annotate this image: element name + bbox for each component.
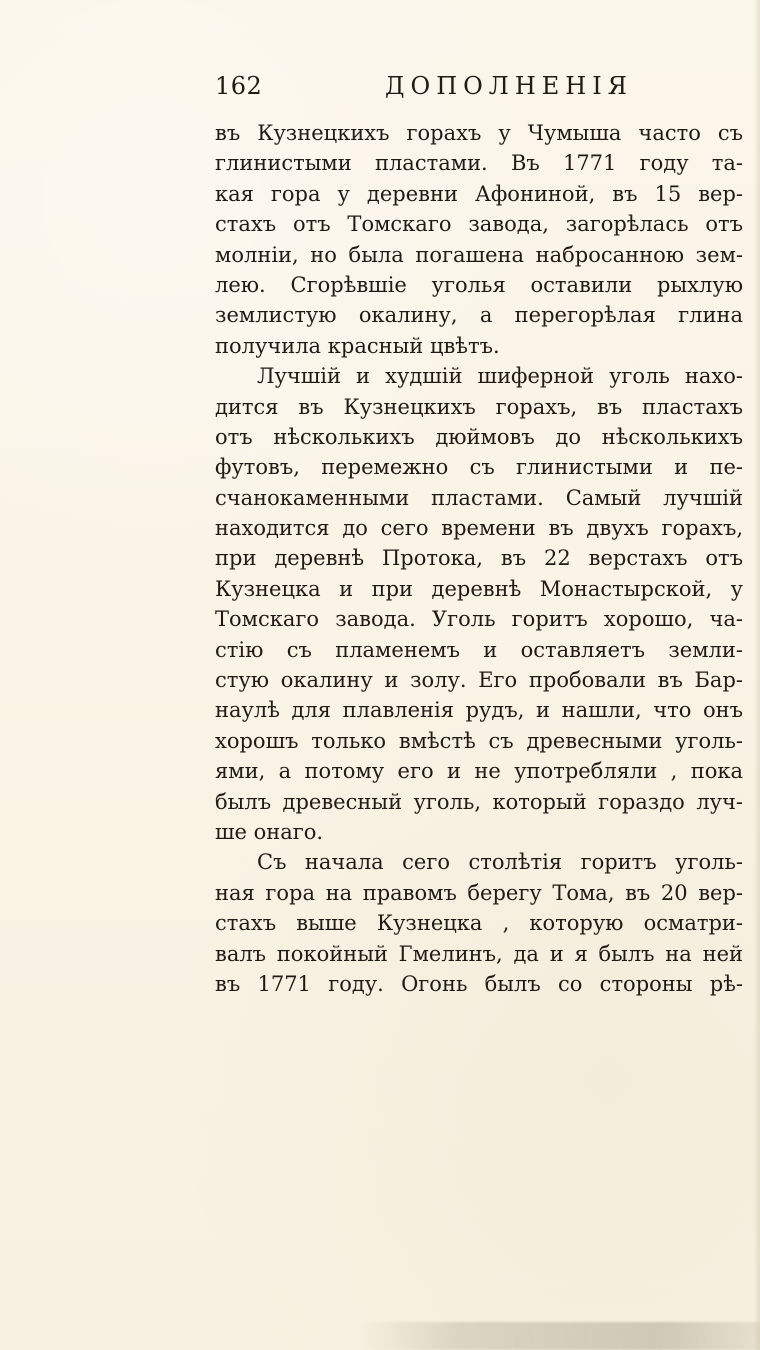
- text-line: отъ нѣсколькихъ дюймовъ до нѣсколькихъ: [215, 424, 743, 449]
- text-line: Съ начала сего столѣтія горитъ уголь-: [257, 850, 743, 875]
- text-line: ная гора на правомъ берегу Тома, въ 20 вер-: [215, 880, 743, 905]
- text-line: въ Кузнецкихъ горахъ у Чумыша часто съ: [215, 121, 743, 145]
- text-line: счанокаменными пластами. Самый лучшій: [215, 485, 743, 510]
- page-edge: [754, 0, 760, 1350]
- paragraph-3: [215, 847, 743, 999]
- text-line: землистую окалину, а перегорѣлая глина: [215, 303, 743, 328]
- text-line: кая гора у деревни Афониной, въ 15 вер-: [215, 181, 743, 206]
- text-line: стахъ выше Кузнецка , которую осматри-: [215, 911, 743, 936]
- text-line: при деревнѣ Протока, въ 22 верстахъ отъ: [215, 546, 743, 571]
- text-line: стую окалину и золу. Его пробовали въ Бар-: [215, 668, 743, 693]
- text-line: Лучшій и худшій шиферной уголь нахо-: [257, 364, 743, 389]
- text-line: былъ древесный уголь, который гораздо луч-: [215, 789, 743, 814]
- text-line: глинистыми пластами. Въ 1771 году та-: [215, 151, 743, 176]
- text-line: валъ покойный Гмелинъ, да и я былъ на ней: [215, 941, 743, 966]
- text-line: стію съ пламенемъ и оставляетъ земли-: [215, 637, 743, 662]
- text-line: получила красный цвѣтъ.: [215, 333, 500, 358]
- text-line: въ 1771 году. Огонь былъ со стороны рѣ-: [215, 971, 743, 996]
- text-line: находится до сего времени въ двухъ горахъ,: [215, 516, 743, 541]
- paragraph-2: [215, 361, 743, 847]
- text-line: наулѣ для плавленія рудъ, и нашли, что онъ: [215, 698, 743, 723]
- text-line: дится въ Кузнецкихъ горахъ, въ пластахъ: [215, 394, 743, 419]
- paragraph-1: [215, 118, 743, 361]
- body-text: [215, 118, 743, 999]
- text-line: Кузнецка и при деревнѣ Монастырской, у: [215, 576, 743, 601]
- page-header: [215, 72, 634, 102]
- running-title: ДОПОЛНЕНІЯ: [385, 72, 634, 100]
- bottom-edge-shadow: [360, 1322, 760, 1350]
- text-line: ше онаго.: [215, 819, 324, 844]
- text-line: футовъ, перемежно съ глинистыми и пе-: [215, 455, 743, 480]
- text-line: хорошъ только вмѣстѣ съ древесными уголь-: [215, 728, 743, 753]
- text-line: Томскаго завода. Уголь горитъ хорошо, ча-: [215, 607, 743, 632]
- page-number: 162: [215, 72, 263, 100]
- text-line: ями, а потому его и не употребляли , пока: [215, 759, 743, 784]
- text-line: молніи, но была погашена набросанною зем-: [215, 242, 743, 267]
- text-line: стахъ отъ Томскаго завода, загорѣлась отъ: [215, 212, 743, 237]
- text-line: лею. Сгорѣвшіе уголья оставили рыхлую: [215, 272, 743, 297]
